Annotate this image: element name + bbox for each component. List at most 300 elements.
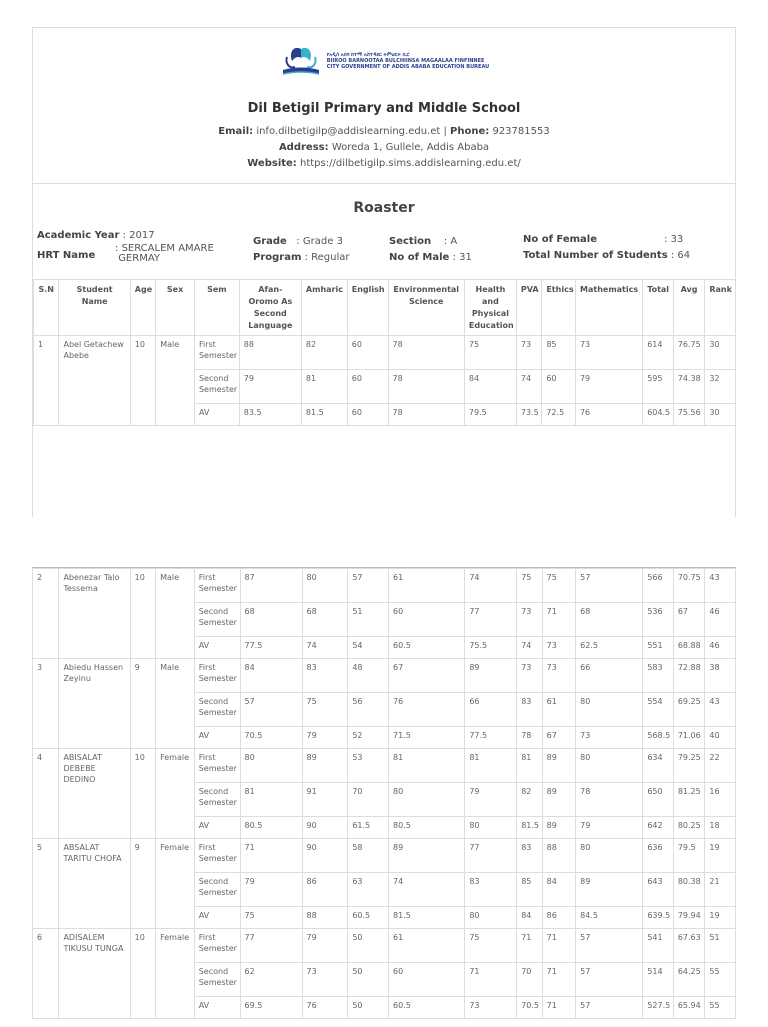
column-header: Ethics <box>542 280 576 336</box>
mark-cell: 86 <box>302 873 348 907</box>
table-row <box>33 659 736 693</box>
mark-cell: 80.38 <box>673 873 705 907</box>
mark-cell: 82 <box>517 783 542 817</box>
mark-cell: 75 <box>240 907 302 929</box>
student-name: ADISALEM TIKUSU TUNGA <box>59 929 130 1019</box>
semester-cell: First Semester <box>194 569 240 603</box>
mark-cell: 82 <box>301 336 347 370</box>
mark-cell: 73 <box>516 336 541 370</box>
student-name: ABISALAT DEBEBE DEDINO <box>59 749 130 839</box>
student-sex: Female <box>156 929 195 1019</box>
website-label: Website: <box>247 158 297 169</box>
semester-cell: Second Semester <box>194 370 239 404</box>
mark-cell: 67.63 <box>673 929 705 963</box>
mark-cell: 84.5 <box>576 907 643 929</box>
mark-cell: 79 <box>576 817 643 839</box>
semester-cell: First Semester <box>194 659 240 693</box>
mark-cell: 70 <box>517 963 542 997</box>
mark-cell: 68 <box>576 603 643 637</box>
mark-cell: 57 <box>576 997 643 1019</box>
mark-cell: 75.5 <box>465 637 517 659</box>
student-sex: Female <box>156 839 195 929</box>
mark-cell: 50 <box>348 997 389 1019</box>
column-header: Health and Physical Education <box>464 280 516 336</box>
mark-cell: 68 <box>302 603 348 637</box>
mark-cell: 85 <box>517 873 542 907</box>
mark-cell: 78 <box>576 783 643 817</box>
mark-cell: 69.25 <box>673 693 705 727</box>
mark-cell: 71 <box>542 997 576 1019</box>
mark-cell: 71 <box>542 963 576 997</box>
mark-cell: 86 <box>542 907 576 929</box>
mark-cell: 71.5 <box>389 727 465 749</box>
mark-cell: 81.25 <box>673 783 705 817</box>
mark-cell: 74.38 <box>673 370 705 404</box>
mark-cell: 61 <box>389 929 465 963</box>
mark-cell: 80 <box>240 749 302 783</box>
mark-cell: 77 <box>240 929 302 963</box>
mark-cell: 81 <box>517 749 542 783</box>
mark-cell: 88 <box>239 336 301 370</box>
mark-cell: 80 <box>576 749 643 783</box>
semester-cell: Second Semester <box>194 963 240 997</box>
mark-cell: 79.5 <box>673 839 705 873</box>
student-name: ABSALAT TARITU CHOFA <box>59 839 130 929</box>
logo-lettering <box>327 52 489 70</box>
mark-cell: 16 <box>705 783 736 817</box>
mark-cell: 80 <box>465 817 517 839</box>
serial-number: 1 <box>34 336 59 426</box>
mark-cell: 90 <box>302 817 348 839</box>
mark-cell: 67 <box>389 659 465 693</box>
mark-cell: 83 <box>517 839 542 873</box>
mark-cell: 554 <box>643 693 674 727</box>
mark-cell: 541 <box>643 929 674 963</box>
mark-cell: 80 <box>302 569 348 603</box>
mark-cell: 43 <box>705 693 736 727</box>
mark-cell: 74 <box>516 370 541 404</box>
mark-cell: 54 <box>348 637 389 659</box>
mark-cell: 73 <box>542 637 576 659</box>
mark-cell: 19 <box>705 907 736 929</box>
student-age: 10 <box>130 749 155 839</box>
mark-cell: 66 <box>576 659 643 693</box>
email-value: info.dilbetigilp@addislearning.edu.et <box>256 126 441 137</box>
hrt-name-line-1: SERCALEM AMARE <box>121 243 214 254</box>
mark-cell: 40 <box>705 727 736 749</box>
mark-cell: 32 <box>705 370 736 404</box>
mark-cell: 77.5 <box>465 727 517 749</box>
semester-cell: Second Semester <box>194 603 240 637</box>
mark-cell: 76 <box>575 404 642 426</box>
column-header: PVA <box>516 280 541 336</box>
male-count-label: No of Male <box>389 252 450 263</box>
email-label: Email: <box>218 126 254 137</box>
grade-label: Grade <box>253 236 287 247</box>
mark-cell: 58 <box>348 839 389 873</box>
mark-cell: 73 <box>517 603 542 637</box>
mark-cell: 78 <box>388 404 464 426</box>
school-header <box>33 28 735 184</box>
mark-cell: 76 <box>389 693 465 727</box>
mark-cell: 68 <box>240 603 302 637</box>
mark-cell: 70.5 <box>240 727 302 749</box>
mark-cell: 60.5 <box>389 637 465 659</box>
mark-cell: 46 <box>705 603 736 637</box>
mark-cell: 43 <box>705 569 736 603</box>
semester-cell: Second Semester <box>194 783 240 817</box>
mark-cell: 60 <box>347 404 388 426</box>
mark-cell: 60.5 <box>348 907 389 929</box>
student-name: Abel Getachew Abebe <box>59 336 130 426</box>
student-age: 9 <box>130 839 155 929</box>
book-logo-icon <box>279 43 323 79</box>
mark-cell: 60 <box>389 603 465 637</box>
mark-cell: 74 <box>302 637 348 659</box>
logo-line-1: የአዲስ አበባ ከተማ አስተዳደር ትምህርት ቢሮ <box>326 52 410 58</box>
mark-cell: 22 <box>705 749 736 783</box>
mark-cell: 595 <box>643 370 674 404</box>
logo-line-2: BIIROO BARNOOTAA BULCHIINSA MAGAALAA FINFINNEE <box>326 58 485 64</box>
semester-cell: First Semester <box>194 929 240 963</box>
mark-cell: 67 <box>673 603 705 637</box>
mark-cell: 636 <box>643 839 674 873</box>
mark-cell: 57 <box>576 929 643 963</box>
mark-cell: 84 <box>542 873 576 907</box>
semester-cell: Second Semester <box>194 873 240 907</box>
mark-cell: 71 <box>465 963 517 997</box>
mark-cell: 38 <box>705 659 736 693</box>
semester-cell: AV <box>194 997 240 1019</box>
mark-cell: 83 <box>302 659 348 693</box>
column-header: S.N <box>34 280 59 336</box>
mark-cell: 604.5 <box>643 404 674 426</box>
mark-cell: 81.5 <box>301 404 347 426</box>
page-title: Roaster <box>353 200 415 216</box>
mark-cell: 65.94 <box>673 997 705 1019</box>
mark-cell: 60 <box>389 963 465 997</box>
mark-cell: 73 <box>542 659 576 693</box>
total-students-label: Total Number of Students <box>523 250 668 261</box>
column-header: English <box>347 280 388 336</box>
mark-cell: 89 <box>542 749 576 783</box>
mark-cell: 514 <box>643 963 674 997</box>
mark-cell: 87 <box>240 569 302 603</box>
table-row <box>34 336 736 370</box>
column-header: Age <box>130 280 155 336</box>
mark-cell: 30 <box>705 404 736 426</box>
roster-table <box>33 279 736 426</box>
semester-cell: AV <box>194 727 240 749</box>
semester-cell: Second Semester <box>194 693 240 727</box>
mark-cell: 75 <box>542 569 576 603</box>
column-header: Total <box>643 280 674 336</box>
semester-cell: AV <box>194 817 240 839</box>
mark-cell: 642 <box>643 817 674 839</box>
mark-cell: 84 <box>240 659 302 693</box>
mark-cell: 89 <box>576 873 643 907</box>
mark-cell: 76.75 <box>673 336 705 370</box>
phone-value: 923781553 <box>492 126 550 137</box>
mark-cell: 61.5 <box>348 817 389 839</box>
mark-cell: 73 <box>517 659 542 693</box>
column-header: Amharic <box>301 280 347 336</box>
student-sex: Female <box>156 749 195 839</box>
mark-cell: 79 <box>240 873 302 907</box>
mark-cell: 89 <box>465 659 517 693</box>
student-sex: Male <box>156 336 195 426</box>
program-label: Program <box>253 252 302 263</box>
mark-cell: 60 <box>347 336 388 370</box>
serial-number: 4 <box>33 749 59 839</box>
mark-cell: 79 <box>302 929 348 963</box>
mark-cell: 75 <box>517 569 542 603</box>
mark-cell: 643 <box>643 873 674 907</box>
column-header: Rank <box>705 280 736 336</box>
roster-table-continued <box>32 568 736 1019</box>
mark-cell: 48 <box>348 659 389 693</box>
mark-cell: 67 <box>542 727 576 749</box>
mark-cell: 90 <box>302 839 348 873</box>
mark-cell: 56 <box>348 693 389 727</box>
student-age: 10 <box>130 336 155 426</box>
semester-cell: AV <box>194 907 240 929</box>
table-row <box>33 749 736 783</box>
grade-value: Grade 3 <box>302 236 343 247</box>
mark-cell: 80 <box>576 839 643 873</box>
mark-cell: 75 <box>302 693 348 727</box>
logo-line-3: CITY GOVERNMENT OF ADDIS ABABA EDUCATION BUREAU <box>326 64 490 70</box>
mark-cell: 80.5 <box>389 817 465 839</box>
mark-cell: 18 <box>705 817 736 839</box>
student-name: Abenezar Talo Tessema <box>59 569 130 659</box>
mark-cell: 79 <box>575 370 642 404</box>
mark-cell: 80 <box>576 693 643 727</box>
mark-cell: 77 <box>465 603 517 637</box>
mark-cell: 79.94 <box>673 907 705 929</box>
mark-cell: 69.5 <box>240 997 302 1019</box>
student-age: 10 <box>130 569 155 659</box>
mark-cell: 80 <box>389 783 465 817</box>
mark-cell: 634 <box>643 749 674 783</box>
mark-cell: 71 <box>517 929 542 963</box>
mark-cell: 81.5 <box>517 817 542 839</box>
mark-cell: 83 <box>517 693 542 727</box>
roster-page-2 <box>32 567 736 1027</box>
mark-cell: 89 <box>302 749 348 783</box>
mark-cell: 76 <box>302 997 348 1019</box>
bureau-logo <box>33 28 735 79</box>
mark-cell: 73 <box>465 997 517 1019</box>
table-row <box>33 839 736 873</box>
mark-cell: 30 <box>705 336 736 370</box>
student-age: 10 <box>130 929 155 1019</box>
mark-cell: 614 <box>643 336 674 370</box>
column-header: Environmental Science <box>388 280 464 336</box>
mark-cell: 73 <box>575 336 642 370</box>
serial-number: 3 <box>33 659 59 749</box>
mark-cell: 60.5 <box>389 997 465 1019</box>
mark-cell: 64.25 <box>673 963 705 997</box>
mark-cell: 62.5 <box>576 637 643 659</box>
mark-cell: 551 <box>643 637 674 659</box>
semester-cell: First Semester <box>194 336 239 370</box>
mark-cell: 51 <box>705 929 736 963</box>
mark-cell: 650 <box>643 783 674 817</box>
mark-cell: 70 <box>348 783 389 817</box>
section-value: A <box>450 236 458 247</box>
mark-cell: 57 <box>576 963 643 997</box>
mark-cell: 568.5 <box>643 727 674 749</box>
column-header: Student Name <box>59 280 130 336</box>
mark-cell: 57 <box>240 693 302 727</box>
total-students-value: 64 <box>677 250 691 261</box>
mark-cell: 55 <box>705 997 736 1019</box>
male-count-value: 31 <box>459 252 472 263</box>
mark-cell: 66 <box>465 693 517 727</box>
mark-cell: 50 <box>348 929 389 963</box>
table-row <box>33 929 736 963</box>
roster-page-1 <box>32 27 736 517</box>
mark-cell: 78 <box>517 727 542 749</box>
contact-info: Email: info.dilbetigilp@addislearning.edu.et | Phone: 923781553 Address: Woreda 1, Gullele, Addis Ababa Website: https://dilbetigilp.sims.addislearning.edu.et/ <box>218 126 550 169</box>
mark-cell: 79.25 <box>673 749 705 783</box>
mark-cell: 75 <box>464 336 516 370</box>
mark-cell: 73.5 <box>516 404 541 426</box>
academic-year-value: 2017 <box>129 230 155 241</box>
mark-cell: 62 <box>240 963 302 997</box>
mark-cell: 80.5 <box>240 817 302 839</box>
mark-cell: 91 <box>302 783 348 817</box>
address-value: Woreda 1, Gullele, Addis Ababa <box>331 142 490 153</box>
mark-cell: 79.5 <box>464 404 516 426</box>
column-header: Afan-Oromo As Second Language <box>239 280 301 336</box>
mark-cell: 70.5 <box>517 997 542 1019</box>
hrt-label: HRT Name <box>37 250 96 261</box>
semester-cell: First Semester <box>194 749 240 783</box>
semester-cell: AV <box>194 637 240 659</box>
serial-number: 2 <box>33 569 59 659</box>
phone-label: Phone: <box>450 126 490 137</box>
mark-cell: 70.75 <box>673 569 705 603</box>
section-label: Section <box>389 236 432 247</box>
mark-cell: 75.56 <box>673 404 705 426</box>
mark-cell: 81.5 <box>389 907 465 929</box>
student-age: 9 <box>130 659 155 749</box>
mark-cell: 21 <box>705 873 736 907</box>
female-count-label: No of Female <box>523 234 598 245</box>
mark-cell: 72.88 <box>673 659 705 693</box>
academic-year-label: Academic Year <box>37 230 120 241</box>
table-row <box>33 569 736 603</box>
mark-cell: 55 <box>705 963 736 997</box>
mark-cell: 75 <box>465 929 517 963</box>
mark-cell: 63 <box>348 873 389 907</box>
mark-cell: 81 <box>465 749 517 783</box>
column-header: Sem <box>194 280 239 336</box>
mark-cell: 89 <box>542 783 576 817</box>
column-header: Sex <box>156 280 195 336</box>
mark-cell: 60 <box>347 370 388 404</box>
mark-cell: 77.5 <box>240 637 302 659</box>
serial-number: 5 <box>33 839 59 929</box>
mark-cell: 52 <box>348 727 389 749</box>
class-meta: Academic Year : 2017 HRT Name : SERCALEM AMARE GERMAY Grade : Grade 3 Program : Regular Section : A No of Male : 31 No of Female : 33 Total Number of Students : 64 <box>37 230 691 264</box>
mark-cell: 74 <box>389 873 465 907</box>
mark-cell: 61 <box>389 569 465 603</box>
mark-cell: 71.06 <box>673 727 705 749</box>
column-header: Avg <box>673 280 705 336</box>
mark-cell: 73 <box>576 727 643 749</box>
mark-cell: 88 <box>542 839 576 873</box>
mark-cell: 50 <box>348 963 389 997</box>
mark-cell: 46 <box>705 637 736 659</box>
mark-cell: 78 <box>388 370 464 404</box>
mark-cell: 83 <box>465 873 517 907</box>
serial-number: 6 <box>33 929 59 1019</box>
mark-cell: 60 <box>542 370 576 404</box>
mark-cell: 84 <box>464 370 516 404</box>
mark-cell: 81 <box>389 749 465 783</box>
mark-cell: 536 <box>643 603 674 637</box>
mark-cell: 566 <box>643 569 674 603</box>
student-sex: Male <box>156 659 195 749</box>
hrt-name-line-2: GERMAY <box>118 253 161 264</box>
mark-cell: 73 <box>302 963 348 997</box>
mark-cell: 79 <box>302 727 348 749</box>
mark-cell: 583 <box>643 659 674 693</box>
mark-cell: 71 <box>542 929 576 963</box>
mark-cell: 72.5 <box>542 404 576 426</box>
website-value: https://dilbetigilp.sims.addislearning.edu.et/ <box>300 158 521 169</box>
mark-cell: 71 <box>240 839 302 873</box>
mark-cell: 89 <box>542 817 576 839</box>
school-name: Dil Betigil Primary and Middle School <box>247 101 521 116</box>
mark-cell: 79 <box>465 783 517 817</box>
mark-cell: 83.5 <box>239 404 301 426</box>
address-label: Address: <box>278 142 329 153</box>
program-value: Regular <box>311 252 350 263</box>
semester-cell: First Semester <box>194 839 240 873</box>
mark-cell: 77 <box>465 839 517 873</box>
mark-cell: 80 <box>465 907 517 929</box>
mark-cell: 53 <box>348 749 389 783</box>
mark-cell: 639.5 <box>643 907 674 929</box>
mark-cell: 85 <box>542 336 576 370</box>
column-header: Mathematics <box>575 280 642 336</box>
mark-cell: 81 <box>240 783 302 817</box>
mark-cell: 74 <box>465 569 517 603</box>
mark-cell: 89 <box>389 839 465 873</box>
mark-cell: 57 <box>348 569 389 603</box>
mark-cell: 81 <box>301 370 347 404</box>
mark-cell: 19 <box>705 839 736 873</box>
mark-cell: 68.88 <box>673 637 705 659</box>
mark-cell: 88 <box>302 907 348 929</box>
student-sex: Male <box>156 569 195 659</box>
mark-cell: 527.5 <box>643 997 674 1019</box>
mark-cell: 84 <box>517 907 542 929</box>
mark-cell: 80.25 <box>673 817 705 839</box>
mark-cell: 79 <box>239 370 301 404</box>
mark-cell: 74 <box>517 637 542 659</box>
mark-cell: 78 <box>388 336 464 370</box>
mark-cell: 61 <box>542 693 576 727</box>
female-count-value: 33 <box>670 234 684 245</box>
table-header-row <box>34 280 736 336</box>
mark-cell: 71 <box>542 603 576 637</box>
mark-cell: 51 <box>348 603 389 637</box>
